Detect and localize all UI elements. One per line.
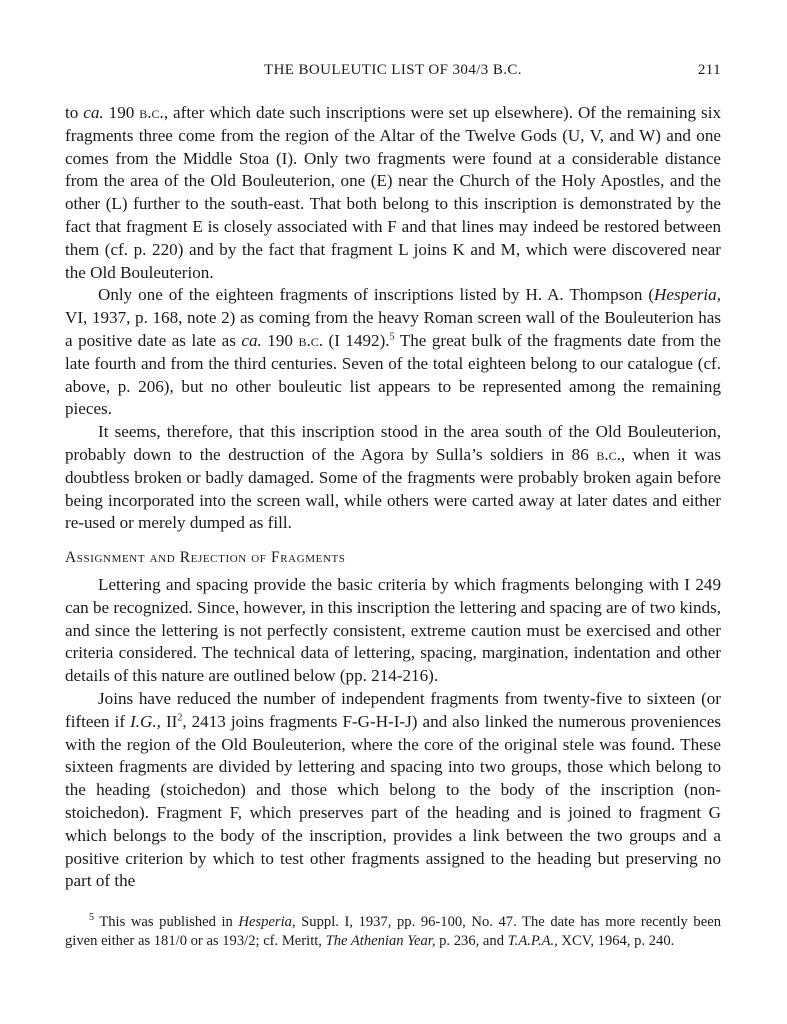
footnote-number: 5 xyxy=(89,912,94,924)
text-run-italic: ca. xyxy=(83,103,104,122)
footnote-5 xyxy=(65,913,721,951)
body-text xyxy=(65,102,721,893)
text-run: XCV, 1964, p. 240. xyxy=(557,933,675,950)
text-run-small-caps: b.c. xyxy=(596,444,621,464)
text-run: Joins have reduced the number of independent fragments from twenty-five to sixteen (or fifteen if xyxy=(65,688,721,731)
page-number: 211 xyxy=(697,62,721,78)
text-run-italic: Hesperia, xyxy=(654,285,721,305)
text-run: The great bulk of the fragments date from the late fourth and from the third centuries. Seven of the total eighteen belong to our catalogue (cf. above, p. 206), but no other bouleutic list appears to be represented among the remaining pieces. xyxy=(65,330,721,419)
text-run-small-caps: b.c. xyxy=(298,330,324,350)
paragraph-4 xyxy=(65,574,721,688)
text-run-italic: The Athenian Year, xyxy=(325,933,436,950)
paragraph-3 xyxy=(65,421,721,535)
text-run: Lettering and spacing provide the basic criteria by which fragments belonging with I 249 can be recognized. Since, however, in this inscription the lettering and spacing are of two kinds, and since the lettering is not perfectly consistent, extreme caution must be exercised and other criteria considered. The technical data of lettering, spacing, margination, indentation and other details of this nature are outlined below (pp. 214-216). xyxy=(65,574,721,686)
text-run: , after which date such inscriptions were set up elsewhere). Of the remaining six fragments three come from the region of the Altar of the Twelve Gods (U, V, and W) and one comes from the Middle Stoa (I). Only two fragments were found at a considerable distance from the area of the Old Bouleuterion, one (E) near the Church of the Holy Apostles, and the other (L) further to the south-east. That both belong to this inscription is demonstrated by the fact that fragment E is closely associated with F and that lines may indeed be restored between them (cf. p. 220) and by the fact that fragment L joins K and M, which were discovered near the Old Bouleuterion. xyxy=(65,103,721,282)
footnotes xyxy=(65,913,721,951)
text-run-italic: I.G., xyxy=(130,711,161,731)
text-run: Only one of the eighteen fragments of inscriptions listed by H. A. Thompson ( xyxy=(98,285,655,305)
footnote-marker[interactable]: 5 xyxy=(389,331,395,343)
paragraph-5 xyxy=(65,688,721,893)
text-run-small-caps: b.c. xyxy=(139,103,164,122)
text-run: p. 236, and xyxy=(435,933,508,950)
text-run: , 2413 joins fragments F-G-H-I-J) and also linked the numerous proveniences with the region of the Old Bouleuterion, where the core of the original stele was found. These sixteen fragments are divided by lettering and spacing into two groups, those which belong to the heading (stoichedon) and those which belong to the body of the inscription (non-stoichedon). Fragment F, which preserves part of the heading and is joined to fragment G which belongs to the body of the inscription, provides a link between the two groups and a positive criterion by which to test other fragments assigned to the heading but preserving no part of the xyxy=(65,711,721,891)
text-run: It seems, therefore, that this inscription stood in the area south of the Old Bouleuterion, probably down to the destruction of the Agora by Sulla’s soldiers in 86 xyxy=(65,422,721,464)
text-run: II xyxy=(160,711,178,731)
text-run: Suppl. I, 1937, pp. 96-100, No. 47. The date has more recently been given either as 181/0 or as 193/2; cf. Meritt, xyxy=(65,914,721,950)
text-run: 190 xyxy=(103,103,140,122)
text-run-italic: ca. xyxy=(241,330,262,350)
text-run-italic: Hesperia, xyxy=(238,914,296,931)
running-head xyxy=(65,62,721,84)
text-run: (I 1492). xyxy=(323,330,390,350)
section-heading: Assignment and Rejection of Fragments xyxy=(65,549,346,567)
paragraph-2 xyxy=(65,284,721,421)
text-run: , when it was doubtless broken or badly damaged. Some of the fragments were probably broken again before being incorporated into the screen wall, while others were carted away at later dates and either re-used or merely dumped as fill. xyxy=(65,444,721,533)
text-run-italic: T.A.P.A., xyxy=(507,933,558,950)
text-run: VI, 1937, p. 168, note 2) as coming from the heavy Roman screen wall of the Bouleuterion has a positive date as late as xyxy=(65,308,721,350)
superscript: 2 xyxy=(177,712,183,724)
page xyxy=(65,62,721,951)
running-title: THE BOULEUTIC LIST OF 304/3 B.C. xyxy=(264,62,522,78)
text-run: This was published in xyxy=(94,914,239,931)
text-run: to xyxy=(65,103,84,122)
text-run: 190 xyxy=(261,330,299,350)
paragraph-1 xyxy=(65,102,721,284)
